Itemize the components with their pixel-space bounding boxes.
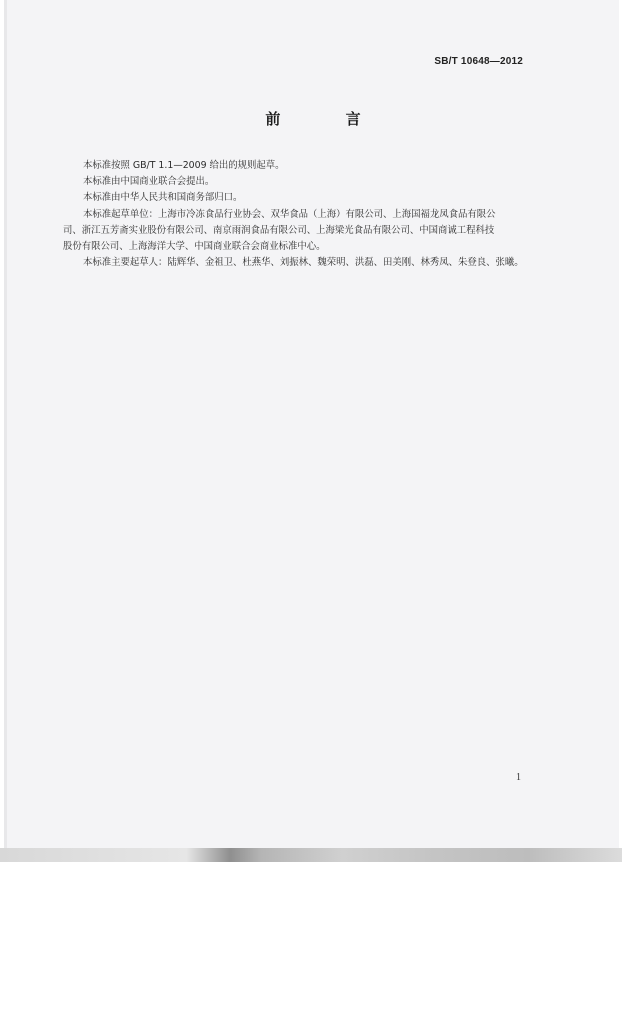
paragraph-drafting-units: 本标准起草单位：上海市冷冻食品行业协会、双华食品（上海）有限公司、上海国福龙凤食品有限公 — [83, 208, 496, 220]
paragraph-drafting-units-cont: 股份有限公司、上海海洋大学、中国商业联合会商业标准中心。 — [63, 241, 326, 253]
paragraph-administration: 本标准由中华人民共和国商务部归口。 — [83, 192, 243, 204]
document-page — [4, 0, 619, 856]
paragraph-drafting-units-cont: 司、浙江五芳斋实业股份有限公司、南京雨润食品有限公司、上海梁光食品有限公司、中国商诚工程科技 — [63, 224, 495, 236]
paragraph-drafting-rules: 本标准按照 GB/T 1.1—2009 给出的规则起草。 — [83, 160, 285, 171]
paragraph-proposer: 本标准由中国商业联合会提出。 — [83, 176, 215, 188]
foreword-body — [63, 158, 535, 271]
page-title: 前 言 — [265, 110, 391, 128]
scan-edge-shadow — [0, 848, 622, 862]
page-number: 1 — [516, 772, 521, 783]
standard-code: SB/T 10648—2012 — [434, 56, 523, 67]
paragraph-main-drafters: 本标准主要起草人：陆辉华、金祖卫、杜燕华、刘振林、魏荣明、洪磊、田美刚、林秀凤、朱登良、张曦。 — [83, 257, 524, 269]
